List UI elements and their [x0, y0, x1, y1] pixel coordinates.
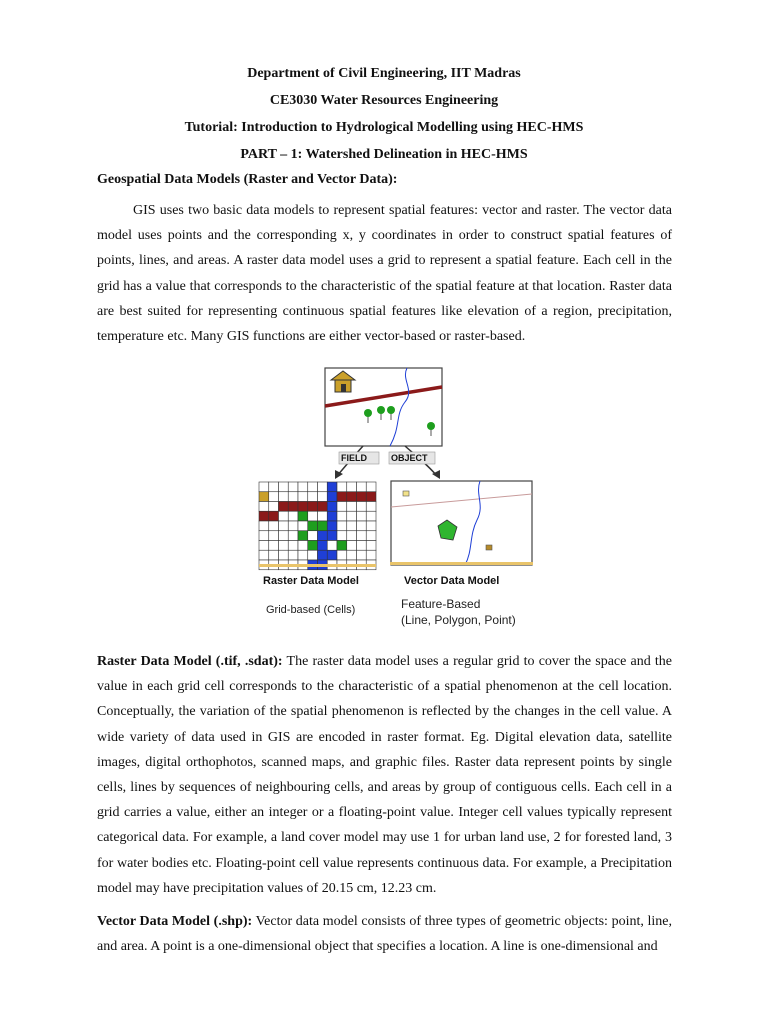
vector-box: [391, 481, 532, 565]
raster-cell: [308, 531, 318, 541]
raster-cell: [337, 492, 347, 502]
raster-cell: [298, 511, 308, 521]
raster-cell: [327, 541, 337, 551]
raster-cell: [318, 511, 328, 521]
raster-cell: [357, 511, 367, 521]
raster-cell: [279, 541, 289, 551]
raster-cell: [259, 482, 269, 492]
object-label: OBJECT: [391, 453, 428, 463]
raster-cell: [288, 521, 298, 531]
raster-cell: [357, 541, 367, 551]
tree-icon: [377, 406, 385, 414]
raster-cell: [288, 502, 298, 512]
raster-cell: [366, 541, 376, 551]
raster-cell: [337, 541, 347, 551]
raster-cell: [269, 521, 279, 531]
raster-cell: [366, 482, 376, 492]
raster-cell: [357, 550, 367, 560]
header-course: CE3030 Water Resources Engineering: [269, 93, 499, 108]
vector-tree-point: [486, 545, 492, 550]
raster-cell: [298, 550, 308, 560]
paragraph-geospatial-text: GIS uses two basic data models to represent spatial features: vector and raster. The vector data model uses points and the corresponding x, y coordinates in order to construct spatial features of points, lines, and areas. A raster data model uses a grid to represent a spatial feature. Each cell in the grid has a value that corresponds to the characteristic of the spatial feature at that location. Raster data are best suited for representing continuous spatial features like elevation of a region, precipitation, temperature etc. Many GIS functions are either vector-based or raster-based.: [97, 203, 672, 345]
raster-cell: [269, 482, 279, 492]
raster-cell: [279, 550, 289, 560]
raster-cell: [279, 482, 289, 492]
raster-cell: [327, 511, 337, 521]
raster-cell: [298, 521, 308, 531]
raster-cell: [366, 502, 376, 512]
raster-subtitle: Grid-based (Cells): [266, 604, 356, 616]
raster-cell: [318, 521, 328, 531]
raster-cell: [288, 550, 298, 560]
raster-cell: [279, 492, 289, 502]
raster-cell: [308, 511, 318, 521]
raster-cell: [308, 502, 318, 512]
raster-cell: [327, 531, 337, 541]
raster-cell: [347, 521, 357, 531]
raster-grid: [259, 482, 376, 570]
vector-model-label: Vector Data Model (.shp):: [97, 914, 253, 929]
raster-cell: [318, 541, 328, 551]
tree-icon: [364, 409, 372, 417]
raster-cell: [269, 550, 279, 560]
raster-vector-figure: [255, 360, 540, 632]
raster-cell: [327, 492, 337, 502]
raster-cell: [259, 550, 269, 560]
raster-cell: [366, 531, 376, 541]
raster-title: Raster Data Model: [263, 575, 359, 587]
vector-baseline: [390, 562, 533, 565]
raster-cell: [298, 502, 308, 512]
raster-cell: [347, 550, 357, 560]
section-title-geospatial: Geospatial Data Models (Raster and Vector Data):: [97, 172, 398, 187]
raster-cell: [269, 511, 279, 521]
raster-cell: [269, 502, 279, 512]
raster-cell: [279, 502, 289, 512]
raster-cell: [318, 482, 328, 492]
raster-cell: [298, 531, 308, 541]
raster-cell: [318, 531, 328, 541]
raster-cell: [337, 482, 347, 492]
raster-cell: [357, 482, 367, 492]
raster-cell: [288, 511, 298, 521]
raster-cell: [308, 550, 318, 560]
paragraph-raster-text: The raster data model uses a regular grid to cover the space and the value in each grid cell corresponds to the characteristic of a spatial phenomenon at the cell location. Conceptually, the variation of the spatial phenomenon is reflected by the changes in the cell value. A wide variety of data used in GIS are encoded in raster format. Eg. Digital elevation data, satellite images, digital orthophotos, scanned maps, and graphic files. Raster data represent points by single cells, lines by sequences of neighbouring cells, and areas by group of contiguous cells. Each cell in a grid carries a value, either an integer or a floating-point value. Integer cell values typically represent categorical data. For example, a land cover model may use 1 for urban land use, 2 for forested land, 3 for water bodies etc. Floating-point cell value represents continuous data. For example, a Precipitation model may have precipitation values of 20.15 cm, 12.23 cm.: [97, 654, 673, 896]
raster-cell: [269, 531, 279, 541]
raster-cell: [318, 492, 328, 502]
tree-icon: [387, 406, 395, 414]
raster-cell: [318, 502, 328, 512]
raster-cell: [298, 482, 308, 492]
raster-cell: [327, 482, 337, 492]
raster-cell: [259, 511, 269, 521]
vector-subtitle-1: Feature-Based: [401, 597, 481, 611]
raster-cell: [337, 531, 347, 541]
raster-cell: [347, 502, 357, 512]
raster-cell: [288, 541, 298, 551]
raster-cell: [366, 492, 376, 502]
raster-cell: [347, 492, 357, 502]
raster-cell: [357, 531, 367, 541]
raster-cell: [357, 521, 367, 531]
raster-model-label: Raster Data Model (.tif, .sdat):: [97, 654, 283, 669]
field-label: FIELD: [341, 453, 367, 463]
raster-cell: [279, 531, 289, 541]
header-dept: Department of Civil Engineering, IIT Madras: [247, 66, 521, 81]
raster-cell: [366, 511, 376, 521]
raster-cell: [308, 521, 318, 531]
raster-cell: [269, 492, 279, 502]
raster-cell: [327, 550, 337, 560]
raster-cell: [357, 492, 367, 502]
raster-cell: [298, 541, 308, 551]
raster-cell: [298, 492, 308, 502]
raster-cell: [366, 521, 376, 531]
raster-cell: [337, 511, 347, 521]
raster-cell: [308, 492, 318, 502]
raster-cell: [279, 521, 289, 531]
vector-title: Vector Data Model: [404, 575, 500, 587]
raster-cell: [337, 550, 347, 560]
raster-cell: [259, 492, 269, 502]
raster-cell: [288, 492, 298, 502]
raster-cell: [259, 531, 269, 541]
paragraph-vector-text: Vector data model consists of three types of geometric objects: point, line, and area. A point is a one-dimensional object that specifies a location. A line is one-dimensional and: [97, 914, 672, 955]
raster-cell: [279, 511, 289, 521]
raster-cell: [337, 502, 347, 512]
raster-cell: [327, 502, 337, 512]
raster-cell: [288, 531, 298, 541]
header-part: PART – 1: Watershed Delineation in HEC-HMS: [240, 147, 528, 162]
raster-cell: [259, 541, 269, 551]
raster-cell: [337, 521, 347, 531]
raster-cell: [347, 482, 357, 492]
tree-icon: [427, 422, 435, 430]
paragraph-raster: [97, 649, 672, 901]
raster-cell: [357, 502, 367, 512]
figure-graphic: [255, 360, 540, 632]
vector-subtitle-2: (Line, Polygon, Point): [401, 613, 516, 627]
raster-cell: [347, 531, 357, 541]
vector-house-point: [403, 491, 409, 496]
raster-cell: [318, 550, 328, 560]
raster-cell: [269, 541, 279, 551]
house-door: [341, 384, 346, 392]
raster-cell: [347, 511, 357, 521]
raster-cell: [288, 482, 298, 492]
raster-cell: [308, 541, 318, 551]
paragraph-geospatial: [97, 198, 672, 349]
raster-cell: [366, 550, 376, 560]
raster-cell: [308, 482, 318, 492]
paragraph-vector: [97, 909, 672, 959]
raster-baseline: [259, 564, 376, 567]
raster-cell: [327, 521, 337, 531]
raster-cell: [259, 521, 269, 531]
header-tutorial: Tutorial: Introduction to Hydrological Modelling using HEC-HMS: [184, 120, 584, 135]
raster-cell: [259, 502, 269, 512]
raster-cell: [347, 541, 357, 551]
